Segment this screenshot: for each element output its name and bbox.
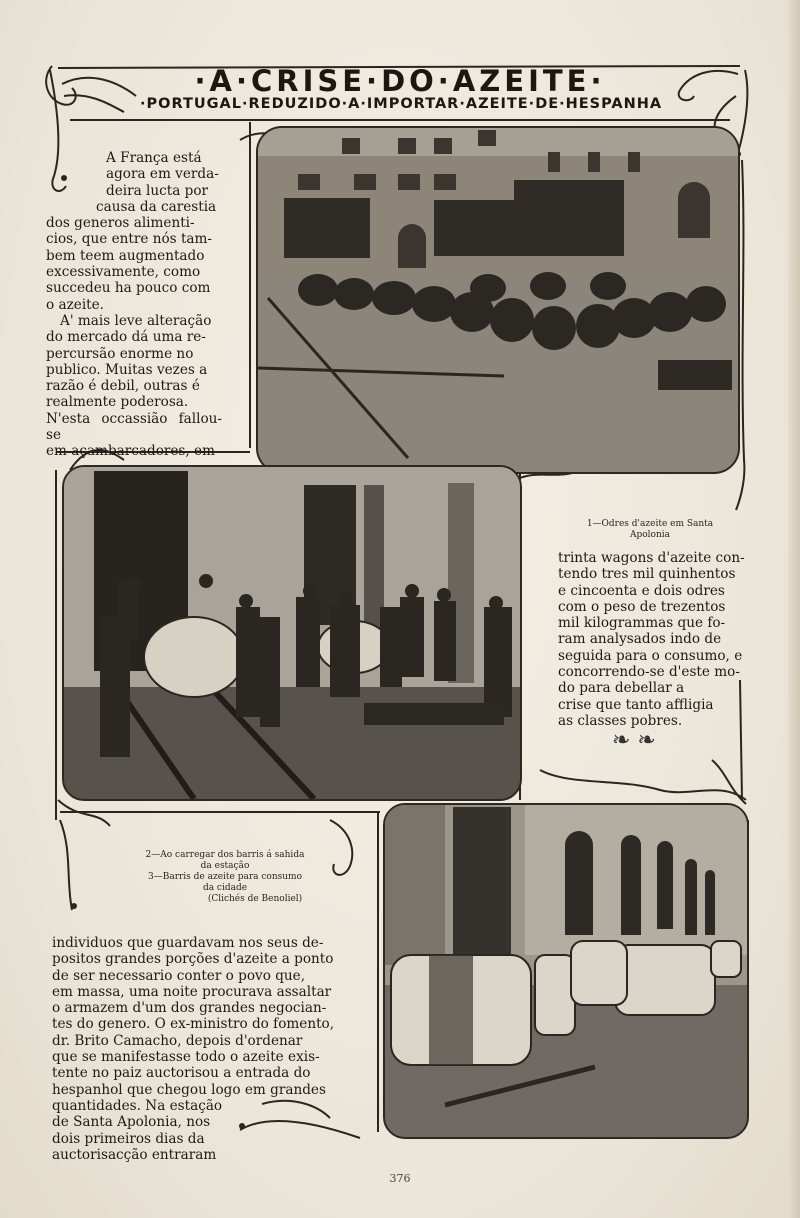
- text-line: percursão enorme no: [46, 345, 194, 362]
- text-line: tes do genero. O ex-ministro do fomento,: [52, 1016, 335, 1033]
- text-line: e cincoenta e dois odres: [558, 582, 725, 599]
- photo-odres-santa-apolonia: [256, 126, 740, 474]
- text-line: deira lucta por: [106, 182, 209, 199]
- text-line: o azeite.: [46, 296, 104, 313]
- text-line: ram analysados indo de: [558, 631, 722, 648]
- photo-carregar-barris: [62, 465, 522, 801]
- text-line: N'esta occassião fallou-se: [46, 410, 222, 444]
- text-line: do para debellar a: [558, 680, 685, 697]
- photo-barris-consumo: [383, 803, 749, 1139]
- caption-photo-1: [560, 519, 740, 541]
- leaf-ornament-icon: ❧ ❧: [612, 728, 656, 753]
- caption-line: 3—Barris de azeite para consumo: [147, 872, 302, 882]
- article-column-2: [558, 550, 746, 729]
- text-line: do mercado dá uma re-: [46, 329, 206, 346]
- photo-credit: (Clichés de Benoliel): [207, 894, 303, 904]
- text-line: crise que tanto affligia: [558, 696, 714, 713]
- article-column-1: [46, 150, 222, 460]
- text-line: as classes pobres.: [558, 712, 683, 729]
- text-line: que se manifestasse todo o azeite exis-: [52, 1049, 320, 1066]
- text-line: agora em verda-: [106, 166, 219, 183]
- text-line: concorrendo-se d'este mo-: [558, 664, 740, 681]
- caption-line: da cidade: [202, 883, 248, 893]
- text-line: dr. Brito Camacho, depois d'ordenar: [52, 1032, 303, 1049]
- text-line: em açambarcadores, em: [46, 443, 215, 460]
- caption-photos-2-3: [110, 850, 340, 905]
- text-line: com o peso de trezentos: [558, 598, 726, 615]
- text-line: razão é debil, outras é: [46, 378, 200, 395]
- text-line: tente no paiz auctorisou a entrada do: [52, 1065, 311, 1082]
- text-line: excessivamente, como: [46, 264, 201, 281]
- text-line: bem teem augmentado: [46, 247, 205, 264]
- article-column-3: [52, 935, 366, 1163]
- text-line: cios, que entre nós tam-: [46, 231, 212, 248]
- caption-line: 2—Ao carregar dos barris á sahida: [145, 850, 305, 860]
- text-line: realmente poderosa.: [46, 394, 189, 411]
- text-line: mil kilogrammas que fo-: [558, 615, 726, 632]
- text-line: dos generos alimenti-: [46, 215, 195, 232]
- text-line: de Santa Apolonia, nos: [52, 1114, 211, 1131]
- page-number: 376: [389, 1172, 411, 1185]
- text-line: hespanhol que chegou logo em grandes: [52, 1081, 326, 1098]
- text-line: positos grandes porções d'azeite a ponto: [52, 951, 334, 968]
- text-line: publico. Muitas vezes a: [46, 361, 208, 378]
- text-line: A França está: [106, 150, 202, 166]
- text-line: causa da carestia: [96, 198, 217, 215]
- page-title: ·A·CRISE·DO·AZEITE·: [194, 64, 606, 98]
- text-line: dois primeiros dias da: [52, 1130, 205, 1147]
- text-line: o armazem d'um dos grandes negocian-: [52, 1000, 327, 1017]
- text-line: trinta wagons d'azeite con-: [558, 550, 745, 566]
- text-line: individuos que guardavam nos seus de-: [52, 935, 324, 951]
- text-line: succedeu ha pouco com: [46, 280, 211, 297]
- text-line: A' mais leve alteração: [60, 312, 212, 329]
- text-line: em massa, uma noite procurava assaltar: [52, 983, 332, 1000]
- caption-line: 1—Odres d'azeite em Santa: [586, 519, 714, 529]
- text-line: tendo tres mil quinhentos: [558, 566, 736, 583]
- text-line: quantidades. Na estação: [52, 1097, 223, 1114]
- caption-line: Apolonia: [629, 530, 671, 540]
- text-line: auctorisacção entraram: [52, 1146, 217, 1163]
- text-line: de ser necessario conter o povo que,: [52, 967, 306, 984]
- caption-line: da estação: [200, 861, 250, 871]
- page-subtitle: ·PORTUGAL·REDUZIDO·A·IMPORTAR·AZEITE·DE·HESPANHA: [140, 96, 663, 112]
- text-line: seguida para o consumo, e: [558, 647, 743, 664]
